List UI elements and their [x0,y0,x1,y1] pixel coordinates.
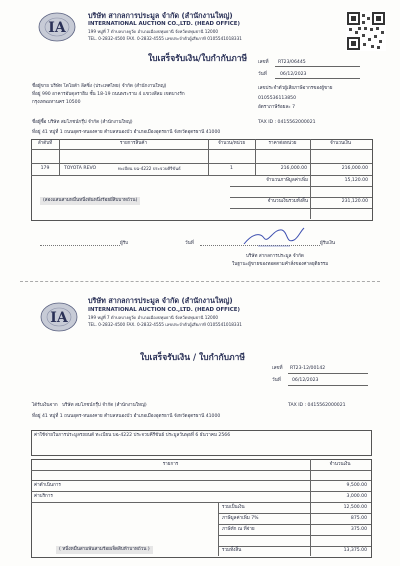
col-no: ลำดับที่ [37,141,53,146]
page-divider [20,281,380,282]
row-price: 216,000.00 [280,166,307,171]
company-name-en-2: INTERNATIONAL AUCTION CO.,LTD. (HEAD OFFICE) [88,307,240,313]
seller-tax-id: 0105536113850 [258,96,296,101]
company-name-th-2: บริษัท สากลการประมูล จำกัด (สำนักงานใหญ่) [88,296,233,305]
sign-date-label: วันที่ [185,241,194,246]
row-detail: ทะเบียน บฉ-4222 ประจวบคีรีขันธ์ [118,166,181,171]
date-label: วันที่ [258,72,267,77]
receipt-date-2: 06/12/2023 [292,378,319,383]
customer-name-1: ชื่อผู้ซื้อ บริษัท สมโภชน์กรุ๊ป จำกัด (สำนักงานใหญ่) [32,120,133,125]
vat-label-1: จำนวนภาษีมูลค่าเพิ่ม [266,178,308,183]
receipt-title-2: ใบเสร็จรับเงิน / ใบกำกับภาษี [140,353,246,363]
receipt-date-1: 06/12/2023 [280,72,307,77]
total-label-1: จำนวนเงินรวมทั้งสิ้น [267,199,308,204]
company-address: 199 หมู่ที่ 7 ตำบลบางคูวัด อำเภอเมืองปทุมธานี จังหวัดปทุมธานี 12000 [88,29,219,34]
vat-amount-1: 15,120.00 [344,178,368,183]
row-fee-label: ค่าดำเนินการ [34,483,61,488]
col-item-2: รายการ [162,462,179,467]
total-label-2: รวมทั้งสิ้น [222,548,242,553]
company-logo-2 [40,302,78,332]
wht-label-2: ภาษีหัก ณ ที่จ่าย [222,527,255,532]
company-address-2: 199 หมู่ที่ 7 ตำบลบางคูวัด อำเภอเมืองปทุมธานี จังหวัดปทุมธานี 12000 [88,315,219,320]
company-name-en: INTERNATIONAL AUCTION CO.,LTD. (HEAD OFFICE) [88,21,240,27]
seller-tax-label: เลขประจำตัวผู้เสียภาษีอากรของผู้ขาย [258,86,333,91]
row-service-label: ค่าบริการ [34,494,53,499]
footer-company-1: บริษัท สากลการประมูล จำกัด [246,254,304,259]
receiver-label: ผู้รับ [120,241,129,246]
col-amount-2: จำนวนเงิน [329,462,351,467]
note-text: ค่าใช้จ่ายในการประมูลรถยนต์ ทะเบียน บฉ-4222 ประจวบคีรีขันธ์ ประมูลวันพุธที่ 6 ธันวาคม 2566 [34,433,231,438]
receipt-number-2: RT23-12/00142 [290,366,326,371]
vat-amount-2: 875.00 [350,516,367,521]
col-qty: จำนวน/หน่วย [217,141,246,146]
receipt-title-1: ใบเสร็จรับเงิน/ใบกำกับภาษี [148,54,248,64]
vat-rate: อัตราภาษีร้อยละ 7 [258,105,296,110]
company-contact: TEL. 0-2832-4500 FAX. 0-2832-4555 เลขประจำตัวผู้เสียภาษี 0105541018331 [88,36,242,41]
subtotal-label-2: รวมเป็นเงิน [222,505,245,510]
customer-address-1: ที่อยู่ 41 หมู่ที่ 1 ถนนอุดร-หนองคาย ตำบลหนองบัว อำเภอเมืองอุดรธานี จังหวัดอุดรธานี 41000 [32,130,221,135]
customer-tax-2: TAX ID : 0415562000021 [288,403,346,408]
total-amount-1: 231,120.00 [341,199,368,204]
row-no: 179 [40,166,50,171]
logo-text-2: IA [50,310,68,326]
amount-in-words-2: ( หนึ่งหมื่นสามพันสามร้อยเจ็ดสิบห้าบาทถ้วน ) [56,546,153,554]
customer-tax-1: TAX ID : 0415562000021 [258,120,316,125]
number-label: เลขที่ [258,60,269,65]
seller-name: ชื่อผู้ขาย บริษัท โตโยต้า ลีสซิ่ง (ประเทศไทย) จำกัด (สำนักงานใหญ่) [32,84,167,89]
customer-address-2: ที่อยู่ 41 หมู่ที่ 1 ถนนอุดร-หนองคาย ตำบลหนองบัว อำเภอเมืองอุดรธานี จังหวัดอุดรธานี 41000 [32,414,221,419]
row-fee-amount: 9,500.00 [346,483,367,488]
vat-label-2: ภาษีมูลค่าเพิ่ม 7% [222,516,259,521]
row-service-amount: 3,000.00 [346,494,367,499]
seller-address-2: กรุงเทพมหานคร 10500 [32,100,81,105]
wht-amount-2: 375.00 [350,527,367,532]
col-item: รายการสินค้า [119,141,148,146]
date-label-2: วันที่ [272,378,281,383]
row-qty: 1 [230,166,233,171]
col-amount: จำนวนเงิน [329,141,352,146]
logo-text: IA [48,20,66,36]
company-contact-2: TEL. 0-2832-4500 FAX. 0-2832-4555 เลขประจำตัวผู้เสียภาษี 0105541018331 [88,322,242,327]
qr-code [346,11,386,51]
subtotal-amount-2: 12,500.00 [343,505,367,510]
company-logo [38,12,76,42]
footer-note-1: ในฐานะผู้ขายของทอดตามคำสั่งของศาลยุติธรรม [232,262,329,267]
seller-address-1: ที่อยู่ 990 อาคารอับดุลราฮิม ชั้น 18-19 ถนนพระราม 4 แขวงสีลม เขตบางรัก [32,92,185,97]
receipt-number-1: RT23/06445 [278,60,306,65]
col-price: ราคาต่อหน่วย [268,141,297,146]
signature [238,222,308,250]
row-item: TOYOTA REVO [64,166,97,171]
number-label-2: เลขที่ [272,366,283,371]
amount-in-words-1: (สองแสนสามหมื่นหนึ่งพันหนึ่งร้อยยี่สิบบาทถ้วน) [40,197,140,205]
customer-name-2: ได้รับเงินจาก บริษัท สมโภชน์กรุ๊ป จำกัด (สำนักงานใหญ่) [32,403,147,408]
company-name-th: บริษัท สากลการประมูล จำกัด (สำนักงานใหญ่) [88,11,233,20]
row-amount: 216,000.00 [341,166,368,171]
collector-label: ผู้รับเงิน [320,241,336,246]
total-amount-2: 13,375.00 [343,548,367,553]
